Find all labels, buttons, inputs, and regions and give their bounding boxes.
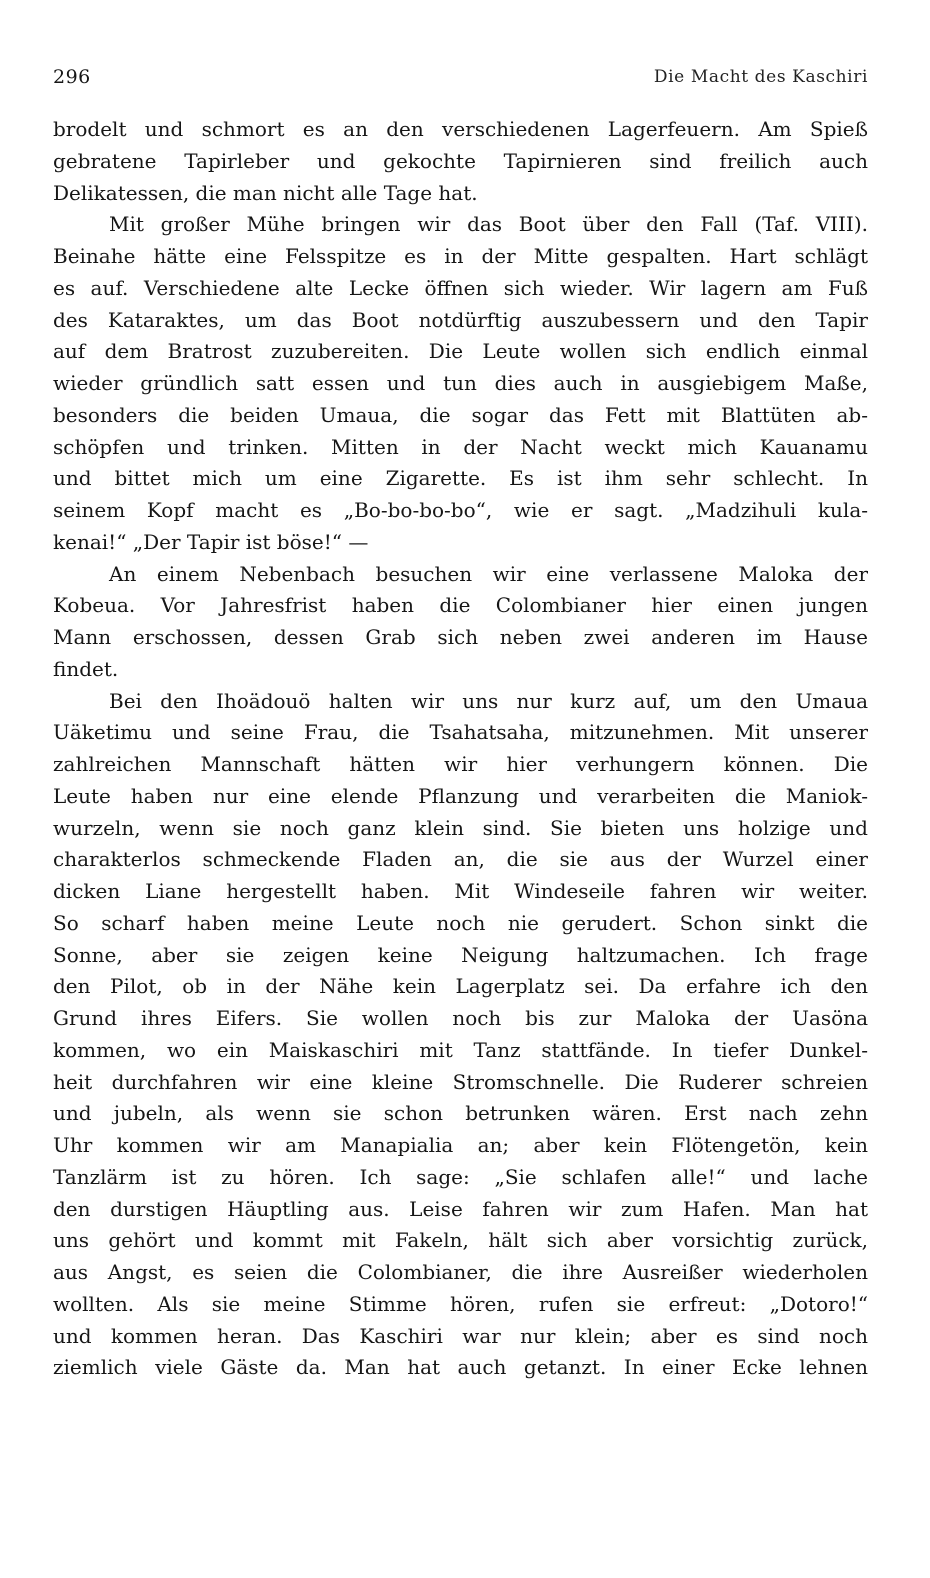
page-number: 296: [53, 66, 91, 88]
text-line: brodelt und schmort es an den verschiedenen Lagerfeuern. Am Spieß: [53, 117, 868, 141]
text-line: Delikatessen, die man nicht alle Tage hat.: [53, 180, 478, 205]
text-line: An einem Nebenbach besuchen wir eine verlassene Maloka der: [109, 561, 868, 586]
body-text: [53, 114, 868, 1384]
text-line: Kobeua. Vor Jahresfrist haben die Colombianer hier einen jungen: [53, 593, 868, 618]
text-line: Mit großer Mühe bringen wir das Boot über den Fall (Taf. VIII).: [109, 212, 868, 237]
text-line: und jubeln, als wenn sie schon betrunken wären. Erst nach zehn: [53, 1101, 868, 1126]
text-line: Uäketimu und seine Frau, die Tsahatsaha, mitzunehmen. Mit unserer: [53, 720, 868, 745]
text-line: zahlreichen Mannschaft hätten wir hier verhungern können. Die: [53, 752, 868, 776]
text-line: kommen, wo ein Maiskaschiri mit Tanz stattfände. In tiefer Dunkel-: [53, 1037, 868, 1062]
text-line: wurzeln, wenn sie noch ganz klein sind. Sie bieten uns holzige und: [53, 815, 868, 840]
text-line: und bittet mich um eine Zigarette. Es ist ihm sehr schlecht. In: [53, 466, 868, 491]
text-line: Sonne, aber sie zeigen keine Neigung haltzumachen. Ich frage: [53, 942, 868, 967]
text-line: So scharf haben meine Leute noch nie gerudert. Schon sinkt die: [53, 910, 868, 935]
text-line: charakterlos schmeckende Fladen an, die sie aus der Wurzel einer: [53, 847, 868, 872]
text-line: Uhr kommen wir am Manapialia an; aber kein Flötengetön, kein: [53, 1133, 868, 1157]
text-line: wieder gründlich satt essen und tun dies auch in ausgiebigem Maße,: [53, 371, 868, 395]
text-line: ziemlich viele Gäste da. Man hat auch getanzt. In einer Ecke lehnen: [53, 1355, 868, 1380]
text-line: findet.: [53, 656, 119, 681]
text-line: Bei den Ihoädouö halten wir uns nur kurz auf, um den Umaua: [109, 688, 868, 713]
text-line: den durstigen Häuptling aus. Leise fahren wir zum Hafen. Man hat: [53, 1196, 868, 1221]
text-line: schöpfen und trinken. Mitten in der Nacht weckt mich Kauanamu: [53, 434, 868, 459]
text-line: es auf. Verschiedene alte Lecke öffnen sich wieder. Wir lagern am Fuß: [53, 275, 868, 300]
running-head: Die Macht des Kaschiri: [653, 67, 868, 87]
text-line: seinem Kopf macht es „Bo-bo-bo-bo“, wie er sagt. „Madzihuli kula-: [53, 498, 868, 522]
text-line: den Pilot, ob in der Nähe kein Lagerplatz sei. Da erfahre ich den: [53, 974, 868, 999]
text-line: wollten. Als sie meine Stimme hören, rufen sie erfreut: „Dotoro!“: [53, 1291, 868, 1316]
text-line: Beinahe hätte eine Felsspitze es in der Mitte gespalten. Hart schlägt: [53, 244, 868, 268]
text-line: dicken Liane hergestellt haben. Mit Windeseile fahren wir weiter.: [53, 879, 868, 903]
text-line: besonders die beiden Umaua, die sogar das Fett mit Blattüten ab-: [53, 402, 868, 427]
page-header: [53, 62, 868, 92]
text-line: gebratene Tapirleber und gekochte Tapirnieren sind freilich auch: [53, 148, 868, 173]
text-line: und kommen heran. Das Kaschiri war nur klein; aber es sind noch: [53, 1323, 868, 1348]
text-line: auf dem Bratrost zuzubereiten. Die Leute wollen sich endlich einmal: [53, 339, 868, 364]
text-line: aus Angst, es seien die Colombianer, die ihre Ausreißer wiederholen: [53, 1260, 868, 1284]
text-line: Grund ihres Eifers. Sie wollen noch bis zur Maloka der Uasöna: [53, 1006, 868, 1030]
text-line: des Kataraktes, um das Boot notdürftig auszubessern und den Tapir: [53, 307, 868, 332]
text-line: Mann erschossen, dessen Grab sich neben zwei anderen im Hause: [53, 625, 868, 649]
text-line: kenai!“ „Der Tapir ist böse!“ —: [53, 529, 369, 554]
text-line: Tanzlärm ist zu hören. Ich sage: „Sie schlafen alle!“ und lache: [53, 1164, 868, 1189]
text-line: uns gehört und kommt mit Fakeln, hält sich aber vorsichtig zurück,: [53, 1228, 868, 1253]
text-line: heit durchfahren wir eine kleine Stromschnelle. Die Ruderer schreien: [53, 1069, 868, 1094]
text-line: Leute haben nur eine elende Pflanzung und verarbeiten die Maniok-: [53, 783, 868, 808]
